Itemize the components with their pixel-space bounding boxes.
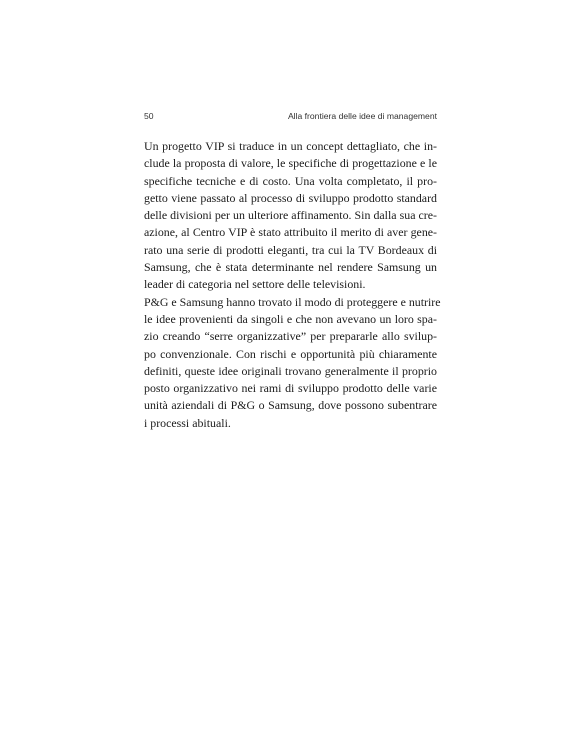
text-line: i processi abituali. bbox=[144, 415, 231, 430]
text-line: le idee provenienti da singoli e che non avevano un loro spa- bbox=[144, 311, 437, 326]
text-line: zio creando “serre organizzative” per prepararle allo svilup- bbox=[144, 329, 437, 344]
text-line: po convenzionale. Con rischi e opportunità più chiaramente bbox=[144, 346, 437, 361]
text-line: definiti, queste idee originali trovano generalmente il proprio bbox=[144, 363, 437, 378]
body-text bbox=[144, 138, 441, 432]
page-number: 50 bbox=[144, 111, 154, 121]
page-header bbox=[144, 111, 437, 125]
text-line: azione, al Centro VIP è stato attribuito il merito di aver gene- bbox=[144, 225, 437, 240]
paragraph bbox=[144, 138, 437, 294]
text-line: rato una serie di prodotti eleganti, tra cui la TV Bordeaux di bbox=[144, 242, 437, 257]
running-head: Alla frontiera delle idee di management bbox=[287, 111, 437, 121]
text-line: clude la proposta di valore, le specifiche di progettazione e le bbox=[144, 156, 437, 171]
text-line: P&G e Samsung hanno trovato il modo di proteggere e nutrire bbox=[144, 294, 441, 309]
text-line: unità aziendali di P&G o Samsung, dove possono subentrare bbox=[144, 398, 437, 413]
text-line: specifiche tecniche e di costo. Una volta completato, il pro- bbox=[144, 173, 437, 188]
text-line: delle divisioni per un ulteriore affinamento. Sin dalla sua cre- bbox=[144, 208, 437, 223]
text-line: posto organizzativo nei rami di sviluppo prodotto delle varie bbox=[144, 381, 437, 396]
text-line: Un progetto VIP si traduce in un concept dettagliato, che in- bbox=[144, 139, 437, 153]
text-line: Samsung, che è stata determinante nel rendere Samsung un bbox=[144, 260, 437, 275]
text-line: leader di categoria nel settore delle televisioni. bbox=[144, 277, 366, 292]
text-line: getto viene passato al processo di sviluppo prodotto standard bbox=[144, 190, 437, 205]
paragraph bbox=[144, 294, 441, 432]
